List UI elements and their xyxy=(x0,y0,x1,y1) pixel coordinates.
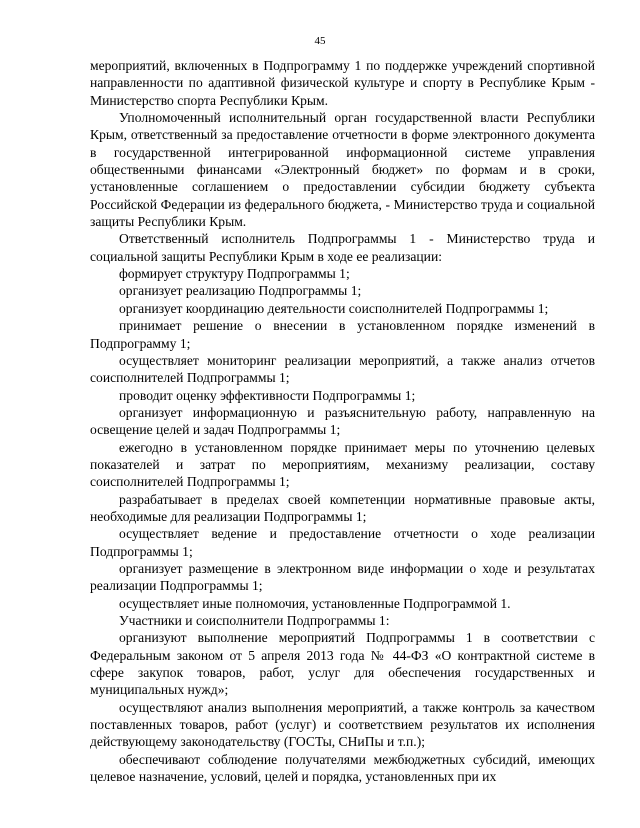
paragraph: проводит оценку эффективности Подпрограммы 1; xyxy=(119,387,416,403)
paragraph: осуществляет ведение и предоставление отчетности о ходе реализации Подпрограммы 1; xyxy=(90,526,595,559)
paragraph: организуют выполнение мероприятий Подпрограммы 1 в соответствии с Федеральным законом от 5 апреля 2013 года № 44-ФЗ «О контрактной системе в сфере закупок товаров, работ, услуг для обеспечения государственных и муниципальных нужд»; xyxy=(90,630,595,698)
paragraph: организует размещение в электронном виде информации о ходе и результатах реализации Подпрограммы 1; xyxy=(90,560,595,594)
paragraph: Ответственный исполнитель Подпрограммы 1 - Министерство труда и социальной защиты Республики Крым в ходе ее реализации: xyxy=(90,231,595,264)
paragraph: мероприятий, включенных в Подпрограмму 1 по поддержке учреждений спортивной направленности по адаптивной физической культуре и спорту в Республике Крым - Министерство спорта Республики Крым. xyxy=(90,58,595,108)
page-number: 45 xyxy=(314,35,326,47)
paragraph: Участники и соисполнители Подпрограммы 1: xyxy=(119,613,390,628)
paragraph: ежегодно в установленном порядке принимает меры по уточнению целевых показателей и затрат по мероприятиям, механизму реализации, составу соисполнителей Подпрограммы 1; xyxy=(90,439,595,490)
paragraph: разрабатывает в пределах своей компетенции нормативные правовые акты, необходимые для реализации Подпрограммы 1; xyxy=(90,491,595,524)
paragraph: принимает решение о внесении в установленном порядке изменений в Подпрограмму 1; xyxy=(90,318,595,351)
paragraph: осуществляют анализ выполнения мероприятий, а также контроль за качеством поставленных товаров, работ (услуг) и соответствием результатов их исполнения действующему законодательству (ГОСТы, СНиПы и т.п.); xyxy=(90,699,595,750)
paragraph: формирует структуру Подпрограммы 1; xyxy=(119,266,350,282)
body-text xyxy=(90,57,595,785)
paragraph: организует информационную и разъяснительную работу, направленную на освещение целей и задач Подпрограммы 1; xyxy=(90,404,595,438)
paragraph: осуществляет иные полномочия, установленные Подпрограммой 1. xyxy=(119,595,511,611)
paragraph: обеспечивают соблюдение получателями межбюджетных субсидий, имеющих целевое назначение, условий, целей и порядка, установленных при их xyxy=(90,751,595,785)
paragraph: организует координацию деятельности соисполнителей Подпрограммы 1; xyxy=(119,300,549,316)
paragraph: осуществляет мониторинг реализации мероприятий, а также анализ отчетов соисполнителей Подпрограммы 1; xyxy=(90,352,595,386)
paragraph: Уполномоченный исполнительный орган государственной власти Республики Крым, ответственный за предоставление отчетности в форме электронного документа в государственной интегрированной информационной системе управления общественными финансами «Электронный бюджет» по формам и в сроки, установленные соглашением о предоставлении субсидии бюджету субъекта Российской Федерации из федерального бюджета, - Министерство труда и социальной защиты Республики Крым. xyxy=(90,110,595,230)
paragraph: организует реализацию Подпрограммы 1; xyxy=(119,283,362,299)
